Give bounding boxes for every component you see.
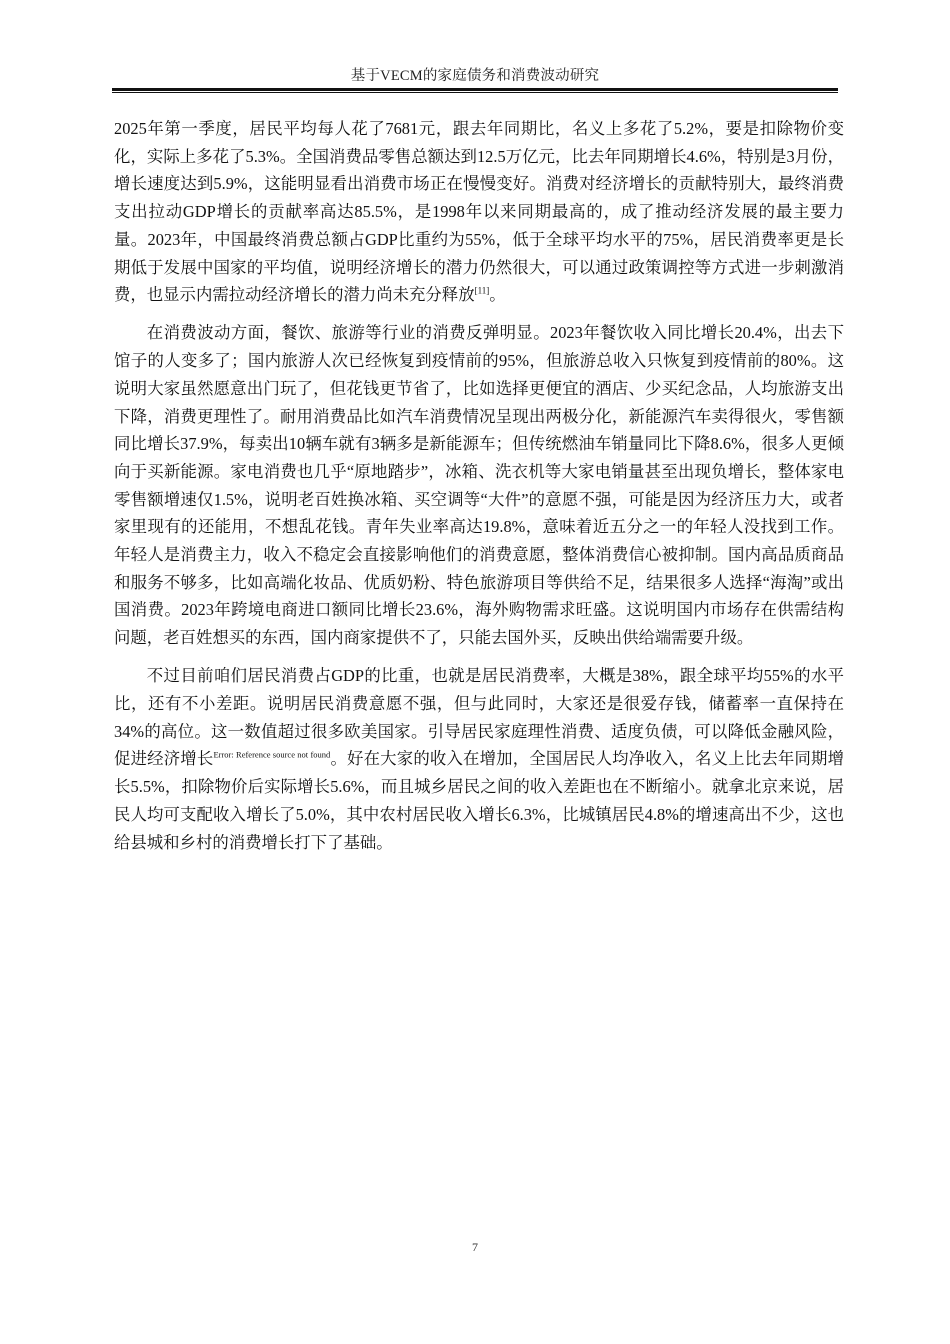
paragraph-1-text: 2025年第一季度，居民平均每人花了7681元，跟去年同期比，名义上多花了5.2%，要是扣除物价变化，实际上多花了5.3%。全国消费品零售总额达到12.5万亿元，比去年同期增长4.6%，特别是3月份，增长速度达到5.9%，这能明显看出消费市场正在慢慢变好。消费对经济增长的贡献特别大，最终消费支出拉动GDP增长的贡献率高达85.5%，是1998年以来同期最高的，成了推动经济发展的最主要力量。2023年，中国最终消费总额占GDP比重约为55%，低于全球平均水平的75%，居民消费率更是长期低于发展中国家的平均值，说明经济增长的潜力仍然很大，可以通过政策调控等方式进一步刺激消费，也显示内需拉动经济增长的潜力尚未充分释放 — [114, 119, 844, 305]
paragraph-2-text: 在消费波动方面，餐饮、旅游等行业的消费反弹明显。2023年餐饮收入同比增长20.4%，出去下馆子的人变多了；国内旅游人次已经恢复到疫情前的95%，但旅游总收入只恢复到疫情前的80%。这说明大家虽然愿意出门玩了，但花钱更节省了，比如选择更便宜的酒店、少买纪念品，人均旅游支出下降，消费更理性了。耐用消费品比如汽车消费情况呈现出两极分化，新能源汽车卖得很火，零售额同比增长37.9%，每卖出10辆车就有3辆多是新能源车；但传统燃油车销量同比下降8.6%，很多人更倾向于买新能源。家电消费也几乎“原地踏步”，冰箱、洗衣机等大家电销量甚至出现负增长，整体家电零售额增速仅1.5%，说明老百姓换冰箱、买空调等“大件”的意愿不强，可能是因为经济压力大，或者家里现有的还能用，不想乱花钱。青年失业率高达19.8%，意味着近五分之一的年轻人没找到工作。年轻人是消费主力，收入不稳定会直接影响他们的消费意愿，整体消费信心被抑制。国内高品质商品和服务不够多，比如高端化妆品、优质奶粉、特色旅游项目等供给不足，结果很多人选择“海淘”或出国消费。2023年跨境电商进口额同比增长23.6%，海外购物需求旺盛。这说明国内市场存在供需结构问题，老百姓想买的东西，国内商家提供不了，只能去国外买，反映出供给端需要升级。 — [114, 323, 844, 648]
paragraph-3-text: 不过目前咱们居民消费占GDP的比重，也就是居民消费率，大概是38%，跟全球平均55%的水平比，还有不小差距。说明居民消费意愿不强，但与此同时，大家还是很爱存钱，储蓄率一直保持在34%的高位。这一数值超过很多欧美国家。引导居民家庭理性消费、适度负债，可以降低金融风险，促进经济增长 — [114, 666, 844, 769]
paragraph-2 — [114, 319, 844, 651]
body-text — [114, 115, 844, 856]
running-header-title: 基于VECM的家庭债务和消费波动研究 — [350, 68, 600, 84]
paragraph-3 — [114, 662, 844, 856]
broken-reference-citation[interactable]: Error: Reference source not found — [213, 750, 331, 760]
citation-11[interactable]: [11] — [474, 285, 490, 296]
header-double-rule — [112, 88, 838, 93]
paragraph-1 — [114, 115, 844, 309]
paragraph-3-tail: 。好在大家的收入在增加，全国居民人均净收入，名义上比去年同期增长5.5%，扣除物价后实际增长5.6%，而且城乡居民之间的收入差距也在不断缩小。就拿北京来说，居民人均可支配收入增长了5.0%，其中农村居民收入增长6.3%，比城镇居民4.8%的增速高出不少，这也给县城和乡村的消费增长打下了基础。 — [114, 749, 845, 852]
page-number: 7 — [472, 1240, 478, 1254]
paragraph-1-tail: 。 — [489, 285, 506, 305]
